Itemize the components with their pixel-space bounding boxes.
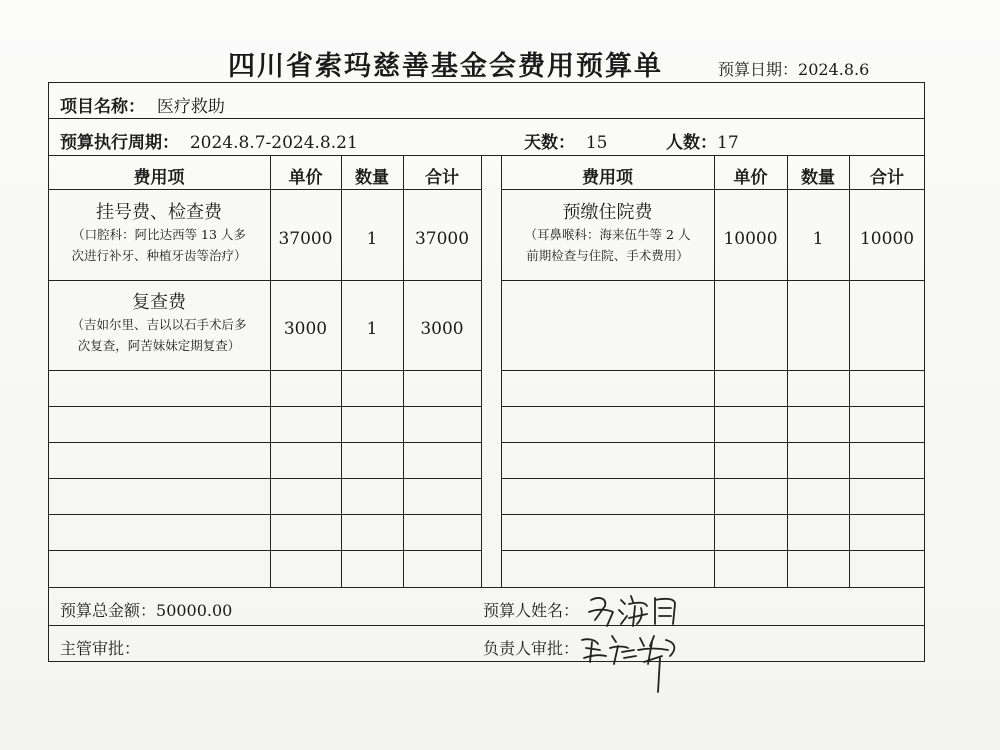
item-name: 复查费 [132,292,186,313]
budgeter-label: 预算人姓名： [483,601,580,620]
quantity: 1 [366,229,378,249]
col-header-qty: 数量 [355,168,389,188]
unit-price: 10000 [723,229,778,249]
days-label: 天数： [524,133,575,153]
budget-total-label: 预算总金额： [60,601,157,620]
row-divider [501,442,925,443]
row-divider [48,625,925,626]
col-header-total: 合计 [425,168,459,188]
col-header-qty: 数量 [801,168,835,188]
col-divider [787,155,788,587]
col-header-total: 合计 [870,168,904,188]
project-value: 医疗救助 [156,97,225,117]
col-divider [481,155,482,587]
row-divider [48,189,481,190]
item-name: 预缴住院费 [562,202,653,223]
col-header-item: 费用项 [133,168,185,188]
row-divider [501,550,925,551]
col-header-price: 单价 [733,168,768,188]
quantity: 1 [812,229,824,249]
people-value: 17 [717,133,739,153]
col-header-item: 费用项 [582,168,633,188]
col-divider [403,155,404,587]
row-divider [501,280,925,281]
row-divider [48,155,925,156]
form-title: 四川省索玛慈善基金会费用预算单 [228,51,663,82]
item-note: （耳鼻喉科：海来伍牛等 2 人 [524,227,691,242]
days-field [524,128,607,153]
row-divider [501,514,925,515]
row-divider [48,514,481,515]
row-divider [48,406,481,407]
approver-signature [578,628,688,694]
table-row [48,288,270,356]
budget-total-value: 50000.00 [156,601,233,620]
subtotal: 37000 [414,229,470,249]
quantity: 1 [366,319,378,339]
item-name: 挂号费、检查费 [96,202,222,223]
col-header-price: 单价 [288,168,323,188]
item-note: （吉如尔里、吉以以石手术后多 [71,317,247,332]
table-row [501,198,714,266]
item-note: （口腔科：阿比达西等 13 人多 [72,227,246,242]
row-divider [501,478,925,479]
row-divider [48,478,481,479]
row-divider [48,442,481,443]
project-label: 项目名称： [60,97,145,117]
budget-date [718,57,869,80]
item-note: 前期检查与住院、手术费用） [526,248,689,263]
row-divider [501,406,925,407]
budget-date-label: 预算日期： [718,60,799,79]
col-divider [714,155,715,587]
budget-total [60,598,232,621]
subtotal: 10000 [859,229,915,249]
people-label: 人数： [666,133,717,153]
period-label: 预算执行周期： [60,133,179,153]
unit-price: 37000 [278,229,333,249]
period-row [60,128,358,153]
budgeter-signature [585,590,685,630]
item-note: 次进行补牙、种植牙齿等治疗） [71,248,247,263]
col-divider [270,155,271,587]
col-divider [849,155,850,587]
period-value: 2024.8.7-2024.8.21 [189,133,358,153]
col-divider [341,155,342,587]
subtotal: 3000 [420,319,464,339]
row-divider [501,370,925,371]
project-name [60,92,225,117]
supervisor-approval-label: 主管审批： [60,639,141,658]
row-divider [48,280,481,281]
people-field [666,128,739,153]
item-note: 次复查，阿苦妹妹定期复查） [77,338,241,353]
row-divider [48,587,925,588]
unit-price: 3000 [283,319,328,339]
days-value: 15 [585,133,608,153]
approver-label: 负责人审批： [483,639,580,658]
table-row [48,198,270,266]
row-divider [48,118,925,119]
row-divider [501,189,925,190]
budget-date-value: 2024.8.6 [798,60,870,79]
row-divider [48,550,481,551]
row-divider [48,370,481,371]
